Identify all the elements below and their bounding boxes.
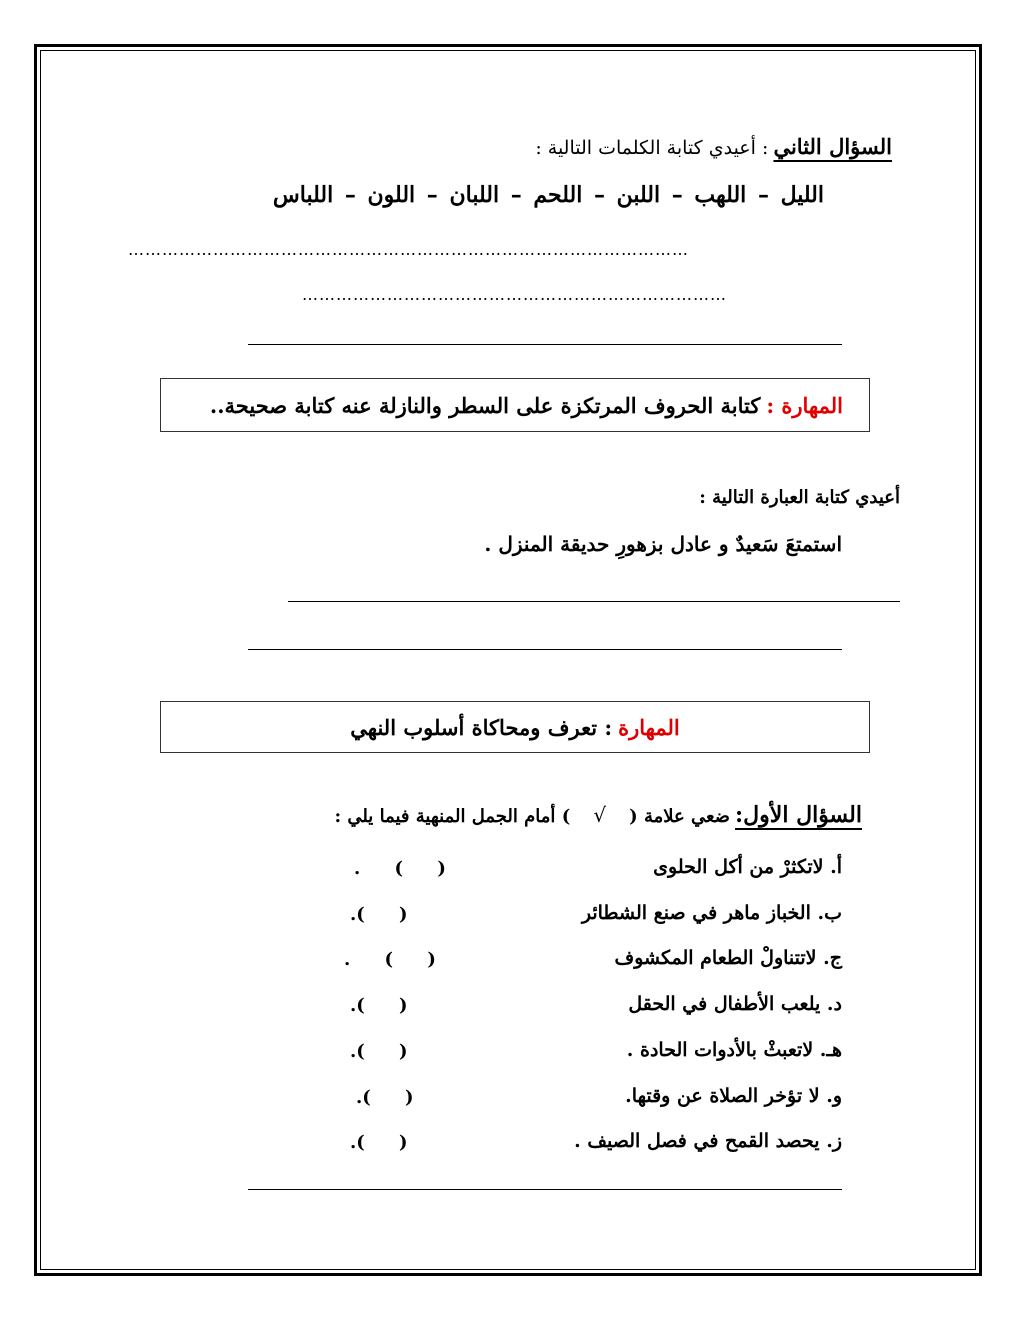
answer-line bbox=[248, 1189, 842, 1190]
skill2-label: المهارة bbox=[618, 714, 680, 740]
q2-label: السؤال الثاني bbox=[773, 134, 892, 159]
skill-box-1 bbox=[160, 378, 870, 432]
rewrite-instruction: أعيدي كتابة العبارة التالية : bbox=[699, 487, 900, 508]
skill1-text: كتابة الحروف المرتكزة على السطر والنازلة عنه كتابة صحيحة.. bbox=[209, 392, 761, 418]
answer-blank[interactable] bbox=[350, 995, 462, 1016]
answer-blank-text: ( ). bbox=[350, 1041, 408, 1062]
list-item: هـ. لاتعبثْ بالأدوات الحادة . bbox=[626, 1039, 842, 1061]
answer-blank[interactable] bbox=[344, 949, 456, 970]
list-item: أ. لاتكثرْ من أكل الحلوى bbox=[653, 856, 842, 878]
q2-instruction: : أعيدي كتابة الكلمات التالية : bbox=[535, 137, 769, 159]
rewrite-sentence: استمتعَ سَعيدٌ و عادل بزهورِ حديقة المنزل . bbox=[484, 532, 842, 556]
skill-box-2 bbox=[160, 701, 870, 753]
q2-word-list: الليل – اللهب – اللبن – اللحم – اللبان – اللون – اللباس bbox=[272, 182, 824, 208]
list-item: ب. الخباز ماهر في صنع الشطائر bbox=[581, 902, 842, 924]
skill2-text: : تعرف ومحاكاة أسلوب النهي bbox=[350, 714, 613, 740]
skill1-label: المهارة : bbox=[766, 392, 843, 418]
answer-blank-text: ( ). bbox=[350, 904, 408, 925]
list-item: ز. يحصد القمح في فصل الصيف . bbox=[574, 1130, 842, 1152]
check-mark-icon: √ bbox=[593, 803, 607, 827]
q1-instruction-b: ) أمام الجمل المنهية فيما يلي : bbox=[334, 806, 571, 827]
list-item: و. لا تؤخر الصلاة عن وقتها. bbox=[625, 1085, 842, 1107]
answer-blank-text: ( ). bbox=[350, 995, 408, 1016]
answer-blank-text: ( ). bbox=[350, 1132, 408, 1153]
q1-label: السؤال الأول: bbox=[735, 802, 862, 828]
answer-blank[interactable] bbox=[356, 1087, 468, 1108]
list-item: ج. لاتتناولْ الطعام المكشوف bbox=[614, 947, 842, 969]
q2-header bbox=[535, 134, 892, 159]
answer-blank[interactable] bbox=[350, 1041, 462, 1062]
answer-blank-text: ( ). bbox=[356, 1087, 414, 1108]
q1-instruction-a: ضعي علامة ( bbox=[629, 806, 730, 827]
answer-blank[interactable] bbox=[350, 904, 462, 925]
answer-blank[interactable] bbox=[354, 858, 466, 879]
list-item: د. يلعب الأطفال في الحقل bbox=[628, 993, 842, 1015]
answer-line bbox=[248, 649, 842, 650]
dotted-answer-line-2: ………………………………………………………………… bbox=[302, 285, 727, 304]
dotted-answer-line-1: ……………………………………………………………………………………… bbox=[128, 240, 689, 259]
answer-blank[interactable] bbox=[350, 1132, 462, 1153]
q1-header bbox=[334, 802, 862, 828]
answer-line bbox=[288, 601, 900, 602]
answer-line bbox=[248, 344, 842, 345]
answer-blank-text: ( ) . bbox=[344, 949, 436, 970]
answer-blank-text: ( ) . bbox=[354, 858, 446, 879]
